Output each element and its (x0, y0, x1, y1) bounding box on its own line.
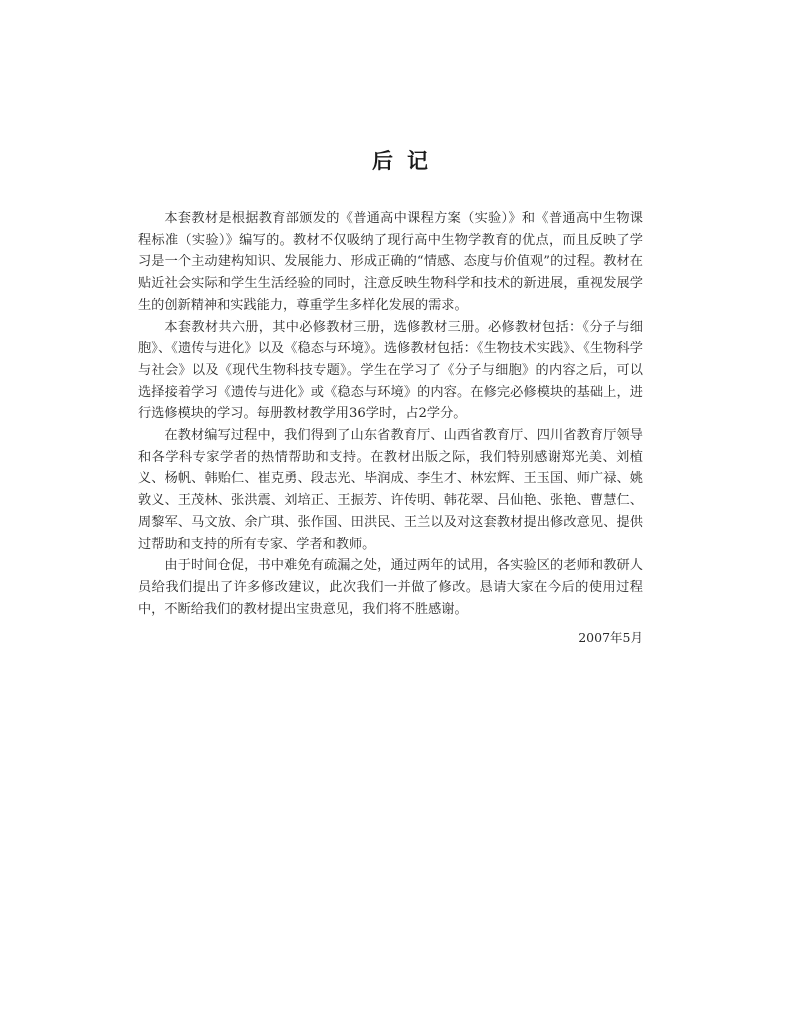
paragraph-1: 本套教材是根据教育部颁发的《普通高中课程方案（实验）》和《普通高中生物课程标准（实验）》编写的。教材不仅吸纳了现行高中生物学教育的优点，而且反映了学习是一个主动建构知识、发展能力、形成正确的“情感、态度与价值观”的过程。教材在贴近社会实际和学生生活经验的同时，注意反映生物科学和技术的新进展，重视发展学生的创新精神和实践能力，尊重学生多样化发展的需求。 (138, 211, 643, 313)
page-title: 后记 (372, 149, 442, 173)
document-body (138, 208, 643, 620)
paragraph-4: 由于时间仓促，书中难免有疏漏之处，通过两年的试用，各实验区的老师和教研人员给我们提出了许多修改建议，此次我们一并做了修改。恳请大家在今后的使用过程中，不断给我们的教材提出宝贵意见，我们将不胜感谢。 (138, 558, 643, 617)
date-signature: 2007年5月 (578, 630, 643, 645)
paragraph-2: 本套教材共六册，其中必修教材三册，选修教材三册。必修教材包括：《分子与细胞》、《遗传与进化》以及《稳态与环境》。选修教材包括：《生物技术实践》、《生物科学与社会》以及《现代生物科技专题》。学生在学习了《分子与细胞》的内容之后，可以选择接着学习《遗传与进化》或《稳态与环境》的内容。在修完必修模块的基础上，进行选修模块的学习。每册教材教学用36学时，占2学分。 (138, 319, 643, 422)
paragraph-3: 在教材编写过程中，我们得到了山东省教育厅、山西省教育厅、四川省教育厅领导和各学科专家学者的热情帮助和支持。在教材出版之际，我们特别感谢郑光美、刘植义、杨帆、韩贻仁、崔克勇、段志光、毕润成、李生才、林宏辉、王玉国、师广禄、姚敦义、王茂林、张洪震、刘培正、王振芳、许传明、韩花翠、吕仙艳、张艳、曹慧仁、周黎军、马文放、余广琪、张作国、田洪民、王兰以及对这套教材提出修改意见、提供过帮助和支持的所有专家、学者和教师。 (138, 428, 643, 552)
